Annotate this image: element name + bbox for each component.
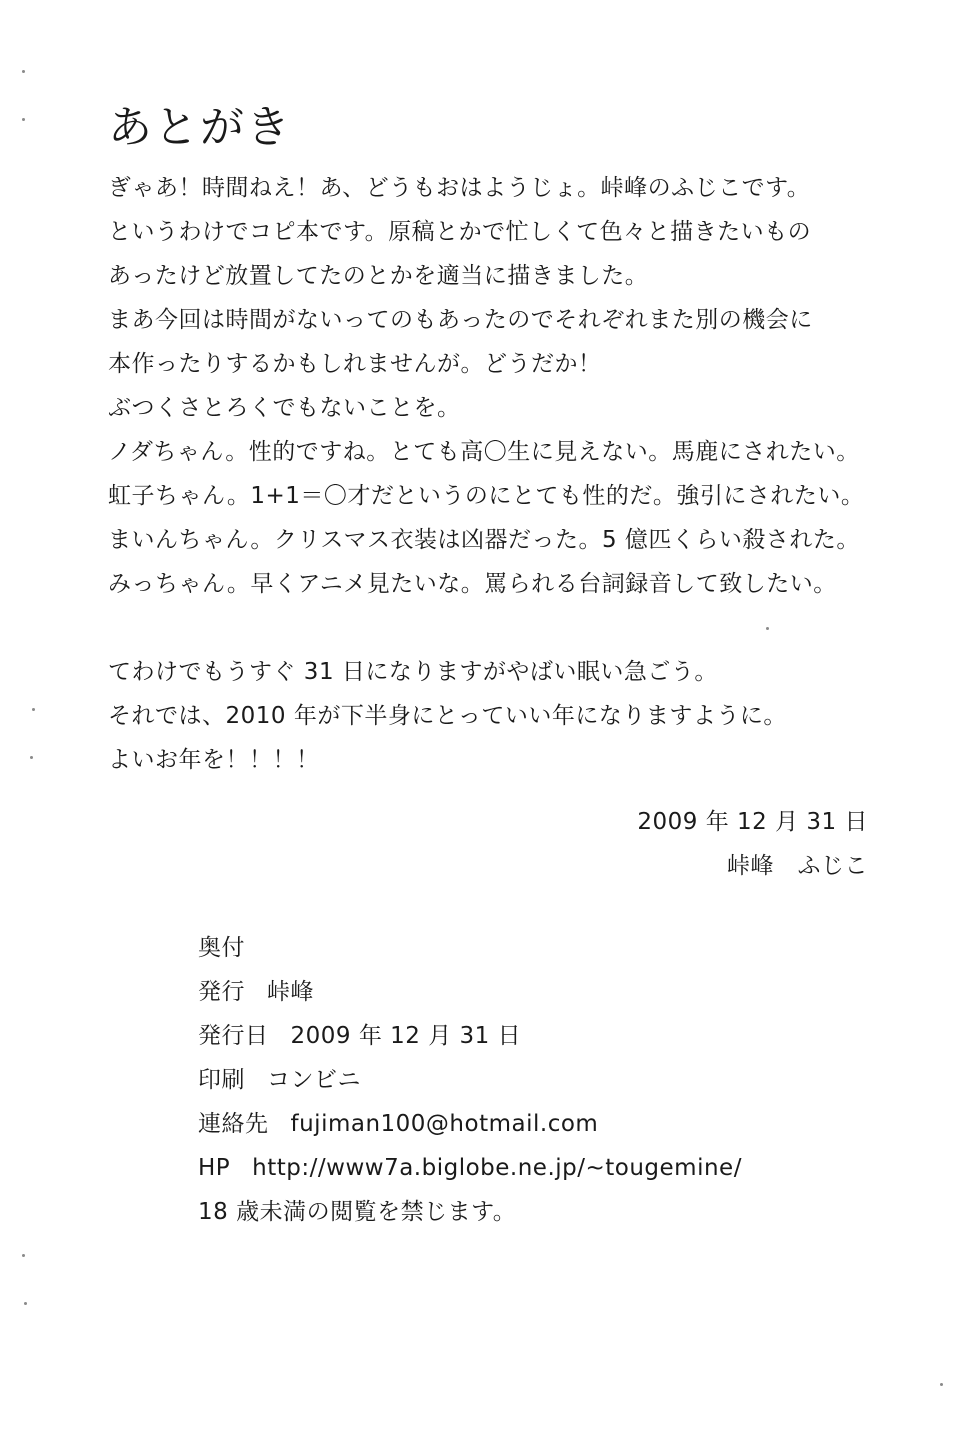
scan-speck xyxy=(22,118,25,121)
scan-speck xyxy=(766,627,769,630)
scan-speck xyxy=(940,1383,943,1386)
afterword-body xyxy=(108,166,928,782)
body-line: というわけでコピ本です。原稿とかで忙しくて色々と描きたいもの xyxy=(108,219,812,245)
body-line: あったけど放置してたのとかを適当に描きました。 xyxy=(108,263,649,289)
signoff-author: 峠峰 ふじこ xyxy=(727,853,868,879)
colophon xyxy=(198,926,838,1234)
hp-url: http://www7a.biglobe.ne.jp/~tougemine/ xyxy=(252,1155,742,1181)
body-line: まいんちゃん。クリスマス衣装は凶器だった。5 億匹くらい殺された。 xyxy=(108,527,860,553)
body-line: ぎゃあ！時間ねえ！あ、どうもおはようじょ。峠峰のふじこです。 xyxy=(108,175,811,201)
print-value: コンビニ xyxy=(267,1067,361,1093)
contact-label: 連絡先 xyxy=(198,1111,269,1137)
body-line: ぶつくさとろくでもないことを。 xyxy=(108,395,461,421)
body-line: 虹子ちゃん。1+1＝〇才だというのにとても性的だ。強引にされたい。 xyxy=(108,483,865,509)
scan-speck xyxy=(22,70,25,73)
date-label: 発行日 xyxy=(198,1023,269,1049)
publisher-value: 峠峰 xyxy=(267,979,314,1005)
closing-line: それでは、2010 年が下半身にとっていい年になりますように。 xyxy=(108,703,787,729)
body-line: ノダちゃん。性的ですね。とても高〇生に見えない。馬鹿にされたい。 xyxy=(108,439,860,465)
colophon-contact xyxy=(198,1102,838,1146)
colophon-publisher xyxy=(198,970,838,1014)
body-line: まあ今回は時間がないってのもあったのでそれぞれまた別の機会に xyxy=(108,307,813,333)
closing-line: てわけでもうすぐ 31 日になりますがやばい眠い急ごう。 xyxy=(108,659,718,685)
age-notice: 18 歳未満の閲覧を禁じます。 xyxy=(198,1199,517,1225)
signoff-date: 2009 年 12 月 31 日 xyxy=(637,809,868,835)
signoff xyxy=(637,800,868,888)
closing-line: よいお年を！！！！ xyxy=(108,747,320,773)
scan-speck xyxy=(32,708,35,711)
publisher-label: 発行 xyxy=(198,979,245,1005)
scan-speck xyxy=(30,756,33,759)
colophon-date xyxy=(198,1014,838,1058)
scan-speck xyxy=(22,1254,25,1257)
scan-speck xyxy=(24,1302,27,1305)
print-label: 印刷 xyxy=(198,1067,245,1093)
hp-label: HP xyxy=(198,1155,231,1181)
contact-email: fujiman100@hotmail.com xyxy=(290,1111,599,1137)
colophon-heading: 奥付 xyxy=(198,935,245,961)
date-value: 2009 年 12 月 31 日 xyxy=(290,1023,522,1049)
colophon-print xyxy=(198,1058,838,1102)
body-line: みっちゃん。早くアニメ見たいな。罵られる台詞録音して致したい。 xyxy=(108,571,837,597)
page-title: あとがき xyxy=(108,102,292,153)
paragraph-gap xyxy=(108,606,928,650)
body-line: 本作ったりするかもしれませんが。どうだか！ xyxy=(108,351,602,377)
colophon-hp xyxy=(198,1146,838,1190)
